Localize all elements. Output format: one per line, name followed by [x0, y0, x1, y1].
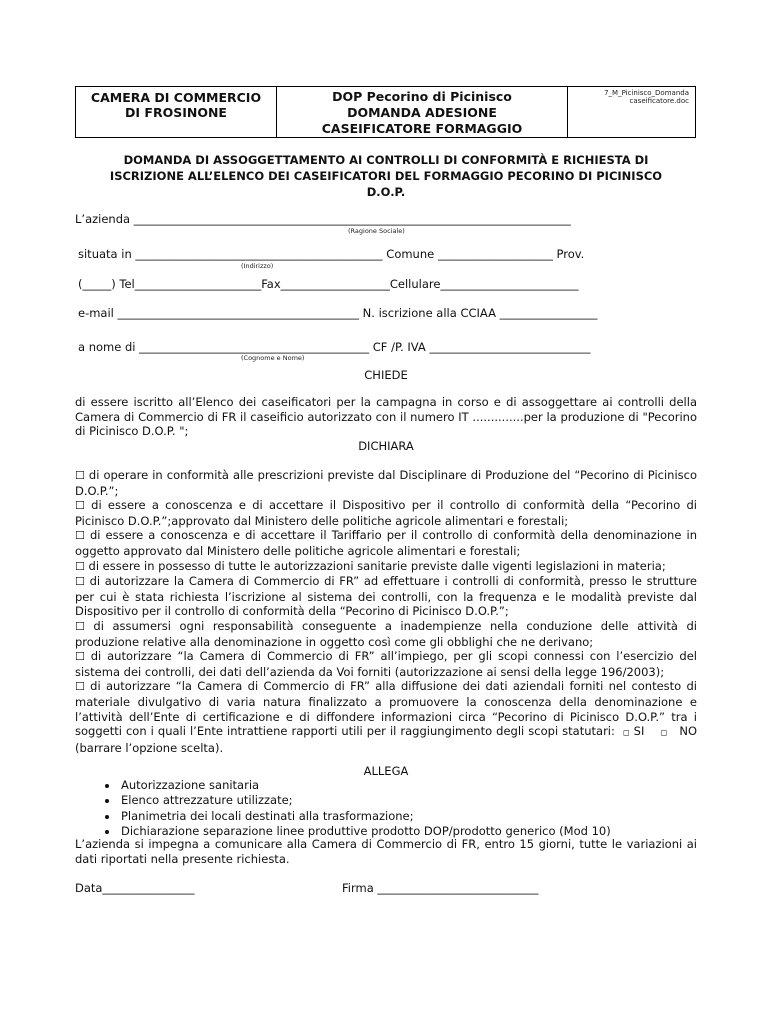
- dichiara-item: ☐ di autorizzare “la Camera di Commercio di FR” alla diffusione dei dati aziendali forniti nel contesto di materiale divulgativo di varia natura finalizzato a promuovere la conoscenza della denominazione e l’attività dell’Ente di certificazione e di diffondere informazioni circa “Pecorino di Picinisco D.O.P.” tra i soggetti con i quali l’Ente intrattiene rapporti utili per il raggiungimento degli scopi statutari: ◻ SI ◻ NO (barrare l’opzione scelta).: [75, 679, 697, 755]
- checkbox-icon[interactable]: ☐: [75, 680, 85, 694]
- field-azienda-caption: (Ragione Sociale): [348, 227, 405, 235]
- dichiara-list: [75, 468, 697, 755]
- barrare-note: (barrare l’opzione scelta).: [75, 740, 224, 755]
- header-title-line-3: CASEIFICATORE FORMAGGIO: [321, 121, 523, 136]
- checkbox-icon[interactable]: ☐: [75, 650, 85, 664]
- field-situata-caption: (Indirizzo): [241, 262, 274, 270]
- dichiara-item: ☐ di operare in conformità alle prescrizioni previste dal Disciplinare di Produzione del “Pecorino di Picinisco D.O.P.”;: [75, 468, 697, 498]
- checkbox-icon[interactable]: ☐: [75, 499, 85, 513]
- no-option-label: NO: [679, 724, 697, 739]
- document-title: [76, 152, 696, 200]
- document-title-line-3: D.O.P.: [366, 185, 406, 199]
- document-title-line-2: ISCRIZIONE ALL’ELENCO DEI CASEIFICATORI DEL FORMAGGIO PECORINO DI PICINISCO: [109, 169, 663, 183]
- allega-item: • Elenco attrezzature utilizzate;: [119, 793, 611, 808]
- document-title-line-1: DOMANDA DI ASSOGGETTAMENTO AI CONTROLLI DI CONFORMITÀ E RICHIESTA DI: [123, 153, 649, 167]
- header-org-line-1: CAMERA DI COMMERCIO: [90, 90, 262, 105]
- field-email-cciaa[interactable]: e-mail __________________________________________ N. iscrizione alla CCIAA _________________: [78, 306, 598, 320]
- field-nome-caption: (Cognome e Nome): [241, 354, 305, 362]
- chiede-text: di essere iscritto all’Elenco dei caseificatori per la campagna in corso e di assoggettare ai controlli della Camera di Commercio di FR il caseificio autorizzato con il numero IT ..............per la produzione di "Pecorino di Picinisco D.O.P. ";: [75, 395, 697, 439]
- header-file-line-2: caseificatore.doc: [629, 97, 689, 105]
- allega-item: • Dichiarazione separazione linee produttive prodotto DOP/prodotto generico (Mod 10): [119, 824, 611, 839]
- checkbox-icon[interactable]: ☐: [75, 529, 85, 543]
- field-nome-cf[interactable]: a nome di ________________________________________ CF /P. IVA ____________________________: [78, 340, 591, 354]
- dichiara-item: ☐ di autorizzare la Camera di Commercio di FR” ad effettuare i controlli di conformità, presso le strutture per cui è stata richiesta l’iscrizione al sistema dei controlli, con la frequenza e le modalità previste dal Dispositivo per il controllo di conformità della “Pecorino di Picinisco D.O.P.”;: [75, 574, 697, 619]
- chiede-heading: CHIEDE: [364, 368, 408, 382]
- dichiara-item: ☐ di autorizzare “la Camera di Commercio di FR” all’impiego, per gli scopi connessi con l’esercizio del sistema dei controlli, dei dati dell’azienda da Voi forniti (autorizzazione ai sensi della legge 196/2003);: [75, 649, 697, 679]
- checkbox-icon[interactable]: ☐: [75, 559, 85, 573]
- allega-item: • Autorizzazione sanitaria: [119, 778, 611, 793]
- header-title-line-1: DOP Pecorino di Picinisco: [332, 89, 512, 104]
- dichiara-item: ☐ di essere a conoscenza e di accettare il Tariffario per il controllo di conformità della denominazione in oggetto approvato dal Ministero delle politiche agricole alimentari e forestali;: [75, 528, 697, 558]
- header-file-line-1: 7_M_Picinisco_Domanda: [604, 89, 689, 97]
- checkbox-icon[interactable]: ☐: [75, 575, 85, 589]
- dichiara-item: ☐ di essere in possesso di tutte le autorizzazioni sanitarie previste dalle vigenti legislazioni in materia;: [75, 558, 666, 573]
- checkbox-icon[interactable]: ☐: [75, 469, 85, 482]
- field-azienda[interactable]: L’azienda ____________________________________________________________________________: [75, 212, 571, 226]
- header-table: [75, 86, 696, 138]
- no-checkbox-icon[interactable]: ◻: [660, 728, 668, 738]
- dichiara-item: ☐ di assumersi ogni responsabilità conseguente a inadempienze nella conduzione delle attività di produzione relative alla denominazione in oggetto così come gli obblighi che ne derivano;: [75, 618, 697, 649]
- closing-text: L’azienda si impegna a comunicare alla Camera di Commercio di FR, entro 15 giorni, tutte le variazioni ai dati riportati nella presente richiesta.: [75, 837, 697, 866]
- dichiara-item: ☐ di essere a conoscenza e di accettare il Dispositivo per il controllo di conformità della “Pecorino di Picinisco D.O.P.”;approvato dal Ministero delle politiche agricole alimentari e forestali;: [75, 498, 697, 528]
- allega-heading: ALLEGA: [363, 764, 409, 778]
- si-option-label: SI: [633, 724, 645, 739]
- closing-paragraph: [75, 837, 697, 866]
- si-checkbox-icon[interactable]: ◻: [622, 728, 630, 738]
- allega-list: [75, 778, 611, 839]
- header-file-reference: [568, 87, 696, 138]
- header-org-line-2: DI FROSINONE: [125, 105, 227, 120]
- chiede-paragraph: [75, 395, 697, 439]
- header-organization: [76, 87, 277, 138]
- allega-item: • Planimetria dei locali destinati alla trasformazione;: [119, 809, 611, 824]
- field-firma[interactable]: Firma ____________________________: [342, 881, 539, 895]
- dichiara-heading: DICHIARA: [358, 439, 414, 453]
- field-tel-fax-cellulare[interactable]: (_____) Tel______________________Fax___________________Cellulare________________________: [78, 277, 579, 291]
- field-data[interactable]: Data________________: [75, 881, 195, 895]
- checkbox-icon[interactable]: ☐: [75, 619, 85, 633]
- field-situata[interactable]: situata in ___________________________________________ Comune ____________________ Prov.: [78, 247, 585, 261]
- header-title-line-2: DOMANDA ADESIONE: [347, 105, 497, 120]
- header-document-title: [277, 87, 568, 138]
